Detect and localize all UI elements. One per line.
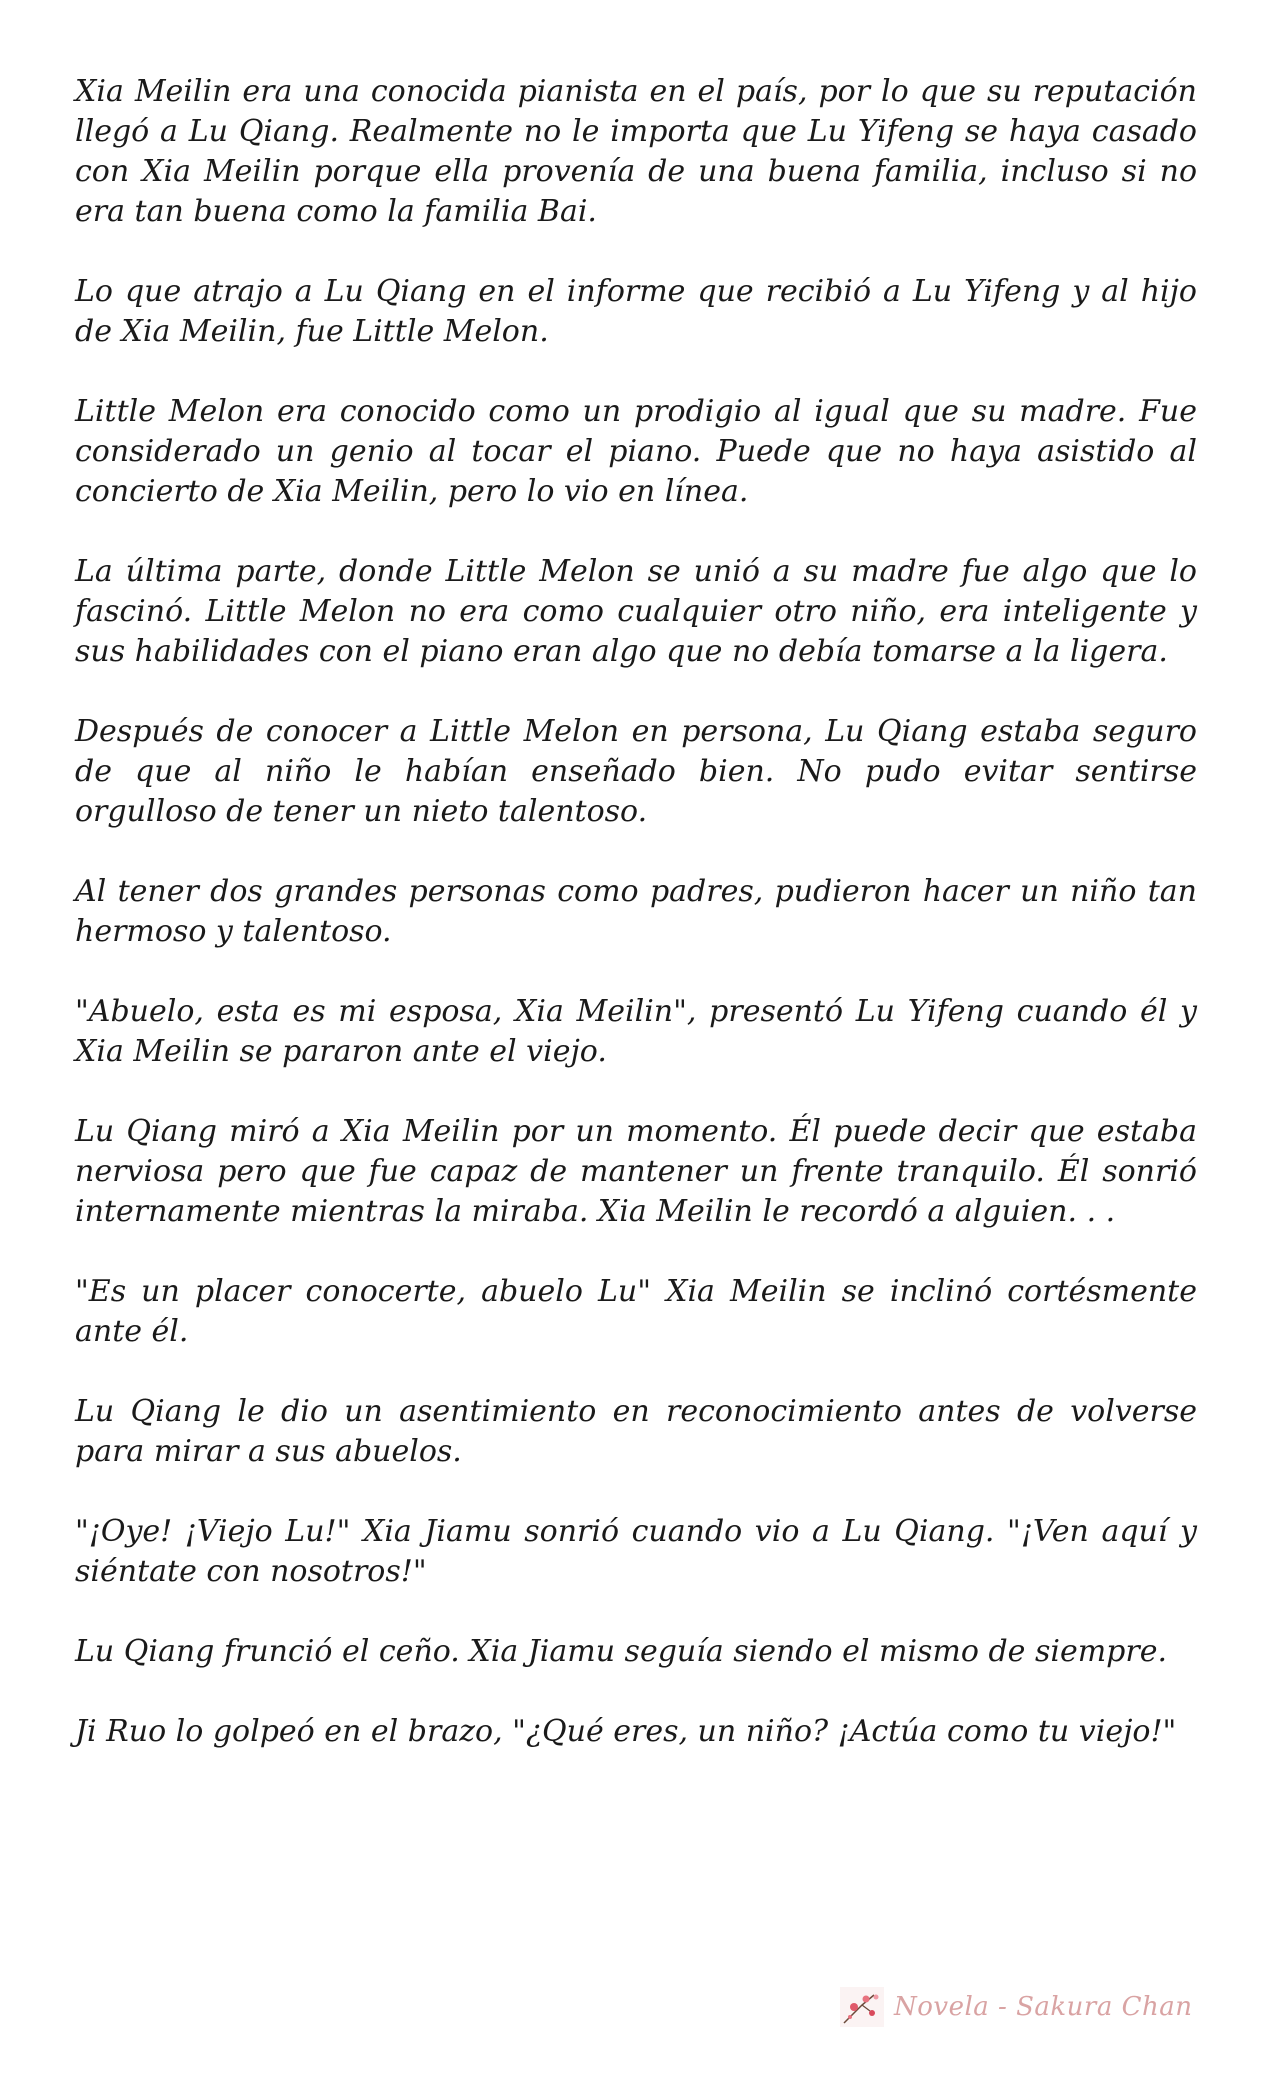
paragraph: Lu Qiang miró a Xia Meilin por un momento. Él puede decir que estaba nerviosa pero que fue capaz de mantener un frente tranquilo. Él sonrió internamente mientras la miraba. Xia Meilin le recordó a alguien. . . (75, 1114, 1197, 1229)
paragraph: Little Melon era conocido como un prodigio al igual que su madre. Fue considerado un genio al tocar el piano. Puede que no haya asistido al concierto de Xia Meilin, pero lo vio en línea. (75, 394, 1197, 509)
watermark-text: Novela - Sakura Chan (894, 1992, 1193, 2022)
watermark (840, 1985, 1220, 2029)
cherry-blossom-icon (840, 1987, 884, 2027)
paragraph: "Abuelo, esta es mi esposa, Xia Meilin", presentó Lu Yifeng cuando él y Xia Meilin se pararon ante el viejo. (75, 994, 1197, 1069)
paragraph: Lo que atrajo a Lu Qiang en el informe que recibió a Lu Yifeng y al hijo de Xia Meilin, fue Little Melon. (75, 274, 1197, 349)
paragraph: Ji Ruo lo golpeó en el brazo, "¿Qué eres, un niño? ¡Actúa como tu viejo!" (75, 1714, 1177, 1749)
paragraph: Lu Qiang le dio un asentimiento en reconocimiento antes de volverse para mirar a sus abuelos. (75, 1394, 1197, 1469)
paragraph: Lu Qiang frunció el ceño. Xia Jiamu seguía siendo el mismo de siempre. (75, 1634, 1167, 1669)
paragraph: La última parte, donde Little Melon se unió a su madre fue algo que lo fascinó. Little Melon no era como cualquier otro niño, era inteligente y sus habilidades con el piano eran algo que no debía tomarse a la ligera. (75, 554, 1197, 669)
paragraph: Al tener dos grandes personas como padres, pudieron hacer un niño tan hermoso y talentoso. (75, 874, 1197, 949)
paragraph: "Es un placer conocerte, abuelo Lu" Xia Meilin se inclinó cortésmente ante él. (75, 1274, 1197, 1349)
paragraph: Xia Meilin era una conocida pianista en el país, por lo que su reputación llegó a Lu Qiang. Realmente no le importa que Lu Yifeng se haya casado con Xia Meilin porque ella provenía de una buena familia, incluso si no era tan buena como la familia Bai. (75, 74, 1197, 229)
paragraph: Después de conocer a Little Melon en persona, Lu Qiang estaba seguro de que al niño le habían enseñado bien. No pudo evitar sentirse orgulloso de tener un nieto talentoso. (75, 714, 1197, 829)
paragraph: "¡Oye! ¡Viejo Lu!" Xia Jiamu sonrió cuando vio a Lu Qiang. "¡Ven aquí y siéntate con nosotros!" (75, 1514, 1197, 1589)
document-body (75, 72, 1197, 1792)
